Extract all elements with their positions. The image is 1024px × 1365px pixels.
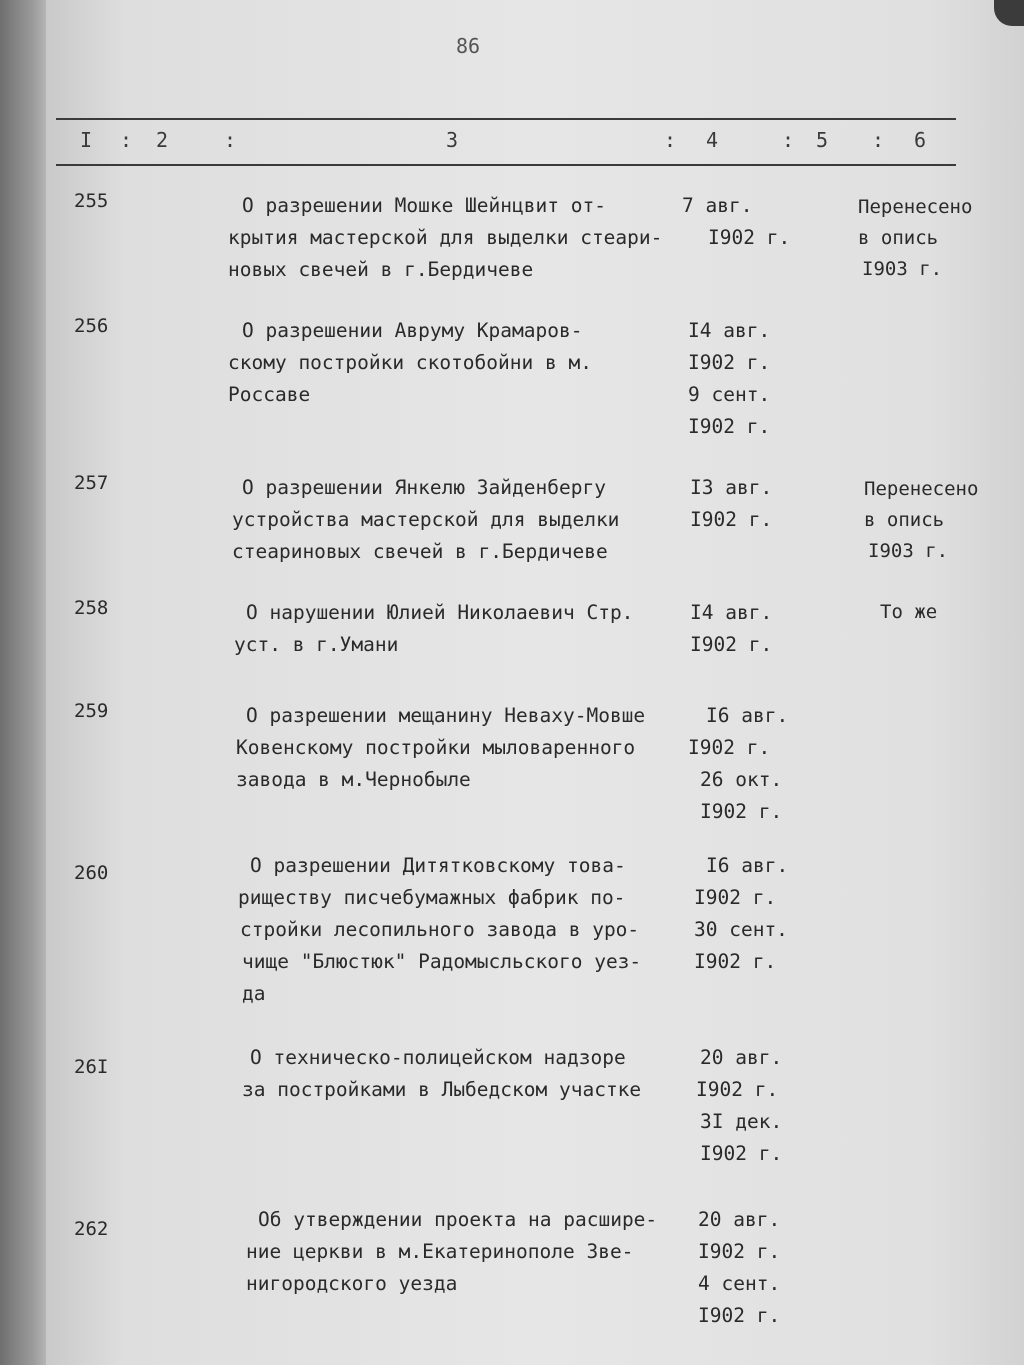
row-number: 259 (74, 700, 109, 722)
row-title-line: да (242, 982, 266, 1005)
row-date-line: I4 авг. (688, 319, 771, 342)
row-note-line: в опись (864, 509, 945, 531)
row-date-line: I902 г. (688, 415, 771, 438)
header-rule-top (56, 118, 956, 120)
row-note-line: I903 г. (868, 540, 949, 562)
row-date-line: 20 авг. (700, 1046, 783, 1069)
column-header-2: 2 (156, 128, 169, 152)
row-date-line: I902 г. (690, 508, 773, 531)
row-number: 26I (74, 1056, 109, 1078)
row-date-line: I902 г. (688, 351, 771, 374)
row-date-line: I902 г. (690, 633, 773, 656)
column-separator: : (224, 128, 237, 152)
row-title-line: О разрешении Авруму Крамаров- (242, 319, 583, 342)
header-rule-bottom (56, 164, 956, 166)
row-title-line: Россаве (228, 383, 311, 406)
column-header-1: I (80, 128, 93, 152)
document-page (46, 0, 1024, 1365)
row-date-line: I902 г. (700, 1142, 783, 1165)
row-date-line: I902 г. (688, 736, 771, 759)
row-date-line: 30 сент. (694, 918, 788, 941)
row-date-line: 26 окт. (700, 768, 783, 791)
row-note-line: в опись (858, 227, 939, 249)
row-title-line: завода в м.Чернобыле (236, 768, 471, 791)
row-title-line: О разрешении мещанину Неваху-Мовше (246, 704, 646, 727)
row-title-line: Ковенскому постройки мыловаренного (236, 736, 636, 759)
row-date-line: I902 г. (708, 226, 791, 249)
row-title-line: новых свечей в г.Бердичеве (228, 258, 534, 281)
row-date-line: I3 авг. (690, 476, 773, 499)
row-title-line: О разрешении Дитятковскому това- (250, 854, 626, 877)
row-date-line: I902 г. (694, 950, 777, 973)
row-title-line: О разрешении Мошке Шейнцвит от- (242, 194, 606, 217)
row-note-line: I903 г. (862, 258, 943, 280)
row-date-line: I902 г. (700, 800, 783, 823)
row-date-line: I4 авг. (690, 601, 773, 624)
row-title-line: Об утверждении проекта на расшире- (258, 1208, 658, 1231)
row-title-line: устройства мастерской для выделки (232, 508, 620, 531)
column-header-3: 3 (446, 128, 459, 152)
column-header-5: 5 (816, 128, 829, 152)
row-number: 260 (74, 862, 109, 884)
row-title-line: скому постройки скотобойни в м. (228, 351, 592, 374)
row-title-line: риществу писчебумажных фабрик по- (238, 886, 626, 909)
row-date-line: I6 авг. (706, 704, 789, 727)
row-number: 258 (74, 597, 109, 619)
row-title-line: О разрешении Янкелю Зайденбергу (242, 476, 606, 499)
row-note-line: Перенесено (864, 478, 979, 500)
row-title-line: О техническо-полицейском надзоре (250, 1046, 626, 1069)
column-separator: : (782, 128, 795, 152)
row-date-line: 7 авг. (682, 194, 753, 217)
row-number: 257 (74, 472, 109, 494)
row-date-line: I902 г. (696, 1078, 779, 1101)
row-date-line: 4 сент. (698, 1272, 781, 1295)
row-date-line: I902 г. (694, 886, 777, 909)
page-edge-shadow (0, 0, 46, 1365)
row-note-line: То же (880, 601, 938, 623)
column-separator: : (120, 128, 133, 152)
row-title-line: чище "Блюстюк" Радомысльского уез- (242, 950, 642, 973)
row-title-line: ние церкви в м.Екатеринополе Зве- (246, 1240, 634, 1263)
column-header-6: 6 (914, 128, 927, 152)
row-number: 256 (74, 315, 109, 337)
row-note-line: Перенесено (858, 196, 973, 218)
row-number: 262 (74, 1218, 109, 1240)
row-date-line: 20 авг. (698, 1208, 781, 1231)
row-date-line: I902 г. (698, 1240, 781, 1263)
row-title-line: крытия мастерской для выделки стеари- (228, 226, 663, 249)
row-title-line: за постройками в Лыбедском участке (242, 1078, 642, 1101)
row-date-line: I6 авг. (706, 854, 789, 877)
row-title-line: О нарушении Юлией Николаевич Стр. (246, 601, 634, 624)
column-separator: : (872, 128, 885, 152)
row-title-line: уст. в г.Умани (234, 633, 399, 656)
row-date-line: I902 г. (698, 1304, 781, 1327)
row-title-line: стеариновых свечей в г.Бердичеве (232, 540, 608, 563)
row-date-line: 9 сент. (688, 383, 771, 406)
page-number: 86 (456, 34, 481, 58)
row-number: 255 (74, 190, 109, 212)
row-title-line: стройки лесопильного завода в уро- (240, 918, 640, 941)
column-separator: : (664, 128, 677, 152)
row-title-line: нигородского уезда (246, 1272, 458, 1295)
column-header-4: 4 (706, 128, 719, 152)
row-date-line: 3I дек. (700, 1110, 783, 1133)
